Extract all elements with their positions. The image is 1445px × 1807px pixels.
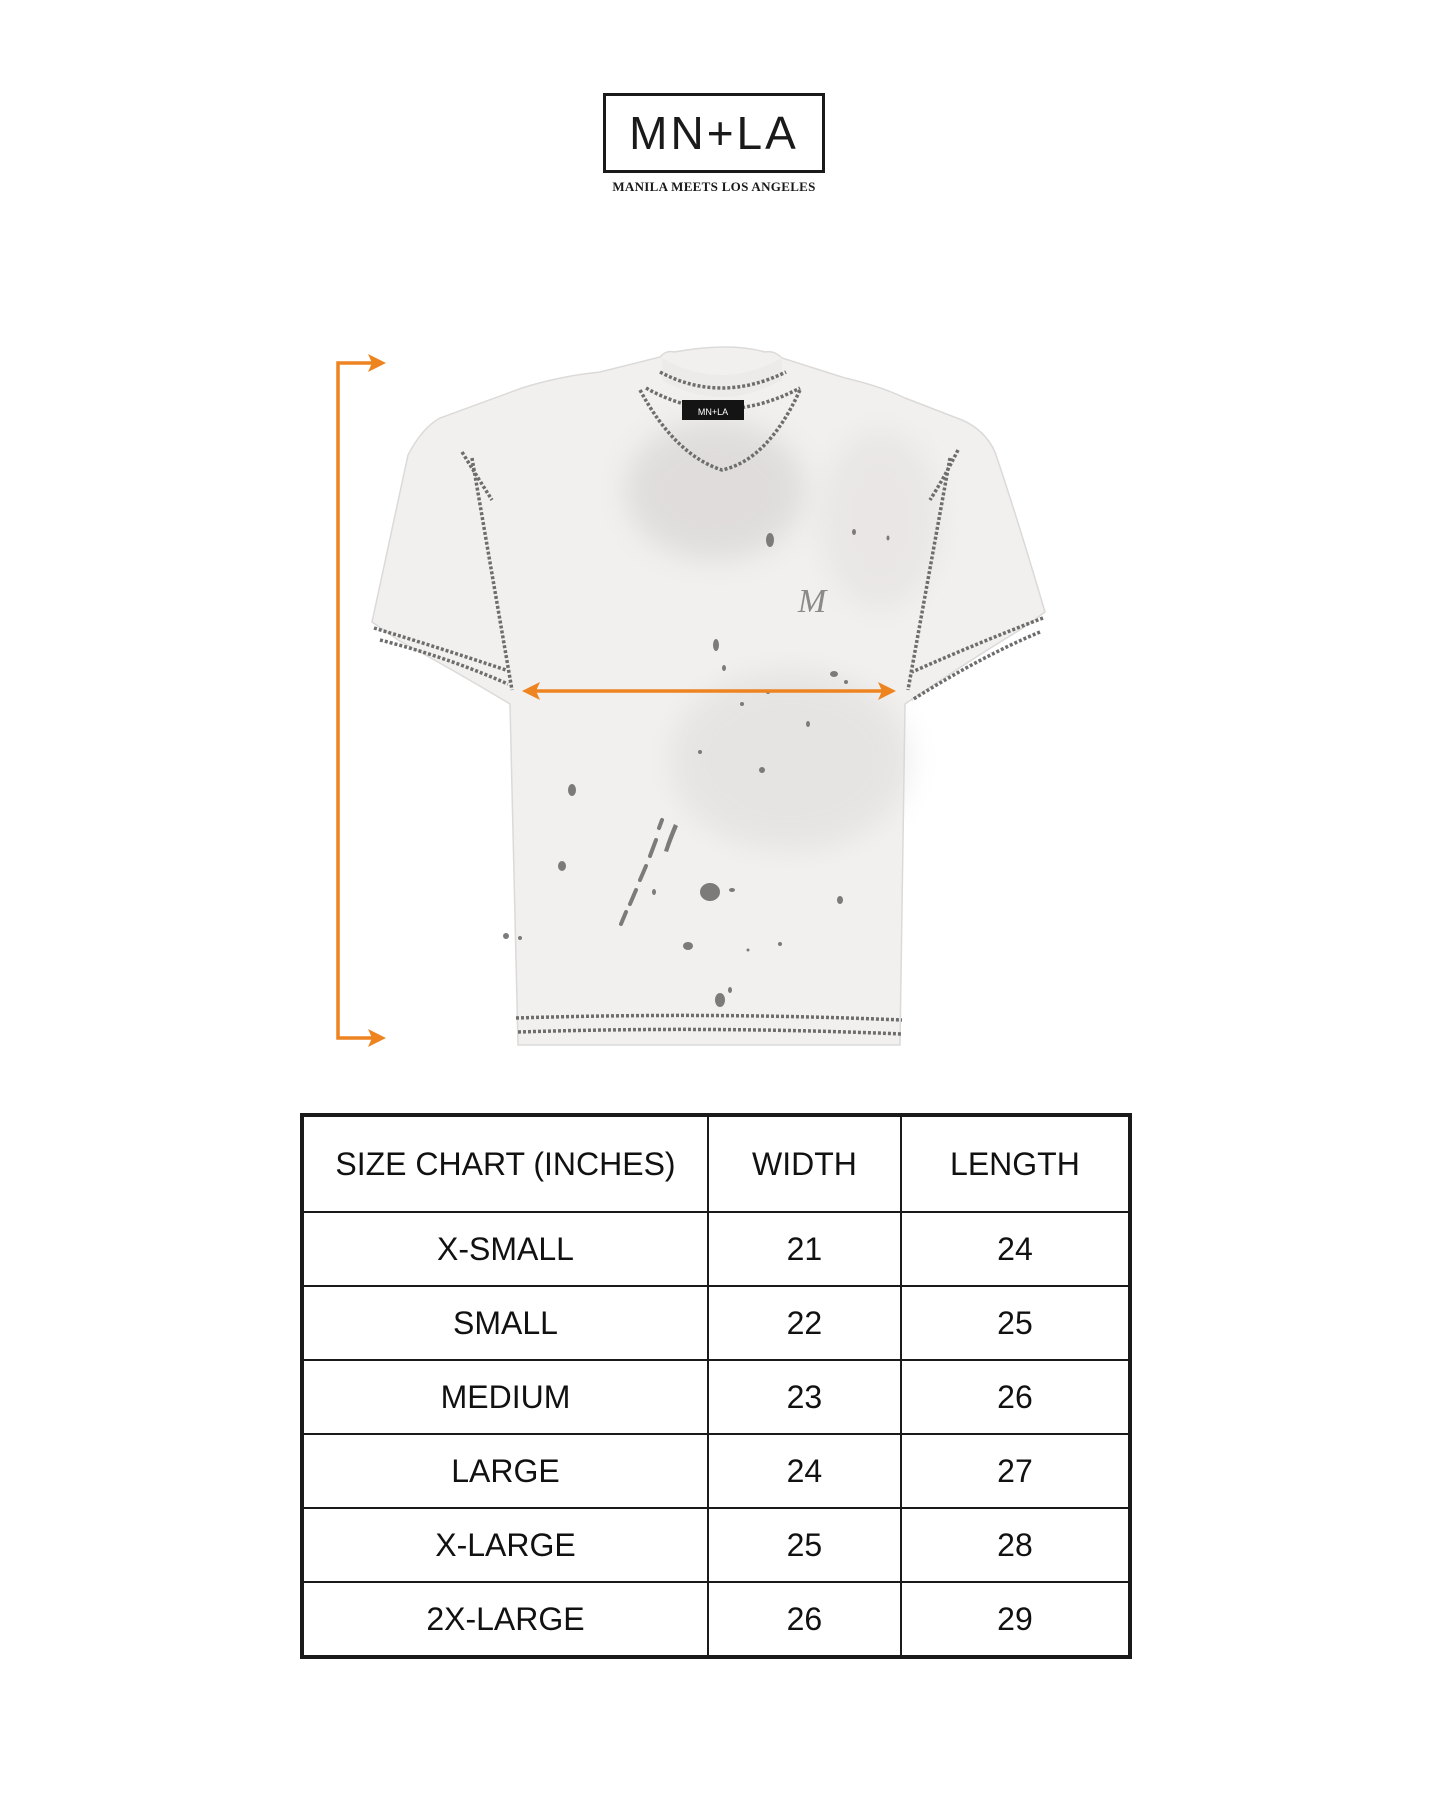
size-cell: MEDIUM: [302, 1360, 708, 1434]
table-row: [302, 1434, 1130, 1508]
length-cell: 24: [901, 1212, 1130, 1286]
size-cell: X-SMALL: [302, 1212, 708, 1286]
table-row: [302, 1508, 1130, 1582]
length-cell: 25: [901, 1286, 1130, 1360]
table-row: [302, 1582, 1130, 1657]
header-length: LENGTH: [901, 1115, 1130, 1212]
width-cell: 24: [708, 1434, 901, 1508]
size-chart-table: [300, 1113, 1132, 1659]
header-size: SIZE CHART (INCHES): [302, 1115, 708, 1212]
chest-monogram: M: [797, 583, 827, 620]
logo-tagline: MANILA MEETS LOS ANGELES: [612, 179, 816, 194]
table-row: [302, 1212, 1130, 1286]
length-cell: 27: [901, 1434, 1130, 1508]
size-cell: 2X-LARGE: [302, 1582, 708, 1657]
logo-wordmark: MN+LA: [603, 93, 825, 173]
width-cell: 23: [708, 1360, 901, 1434]
length-cell: 29: [901, 1582, 1130, 1657]
header-width: WIDTH: [708, 1115, 901, 1212]
size-cell: SMALL: [302, 1286, 708, 1360]
neck-label-text: MN+LA: [697, 407, 729, 417]
table-row: [302, 1360, 1130, 1434]
size-cell: X-LARGE: [302, 1508, 708, 1582]
table-row: [302, 1286, 1130, 1360]
width-cell: 22: [708, 1286, 901, 1360]
width-cell: 25: [708, 1508, 901, 1582]
length-cell: 26: [901, 1360, 1130, 1434]
length-cell: 28: [901, 1508, 1130, 1582]
size-cell: LARGE: [302, 1434, 708, 1508]
length-arrow: [338, 363, 373, 1038]
size-chart-header-row: [302, 1115, 1130, 1212]
width-cell: 26: [708, 1582, 901, 1657]
width-cell: 21: [708, 1212, 901, 1286]
